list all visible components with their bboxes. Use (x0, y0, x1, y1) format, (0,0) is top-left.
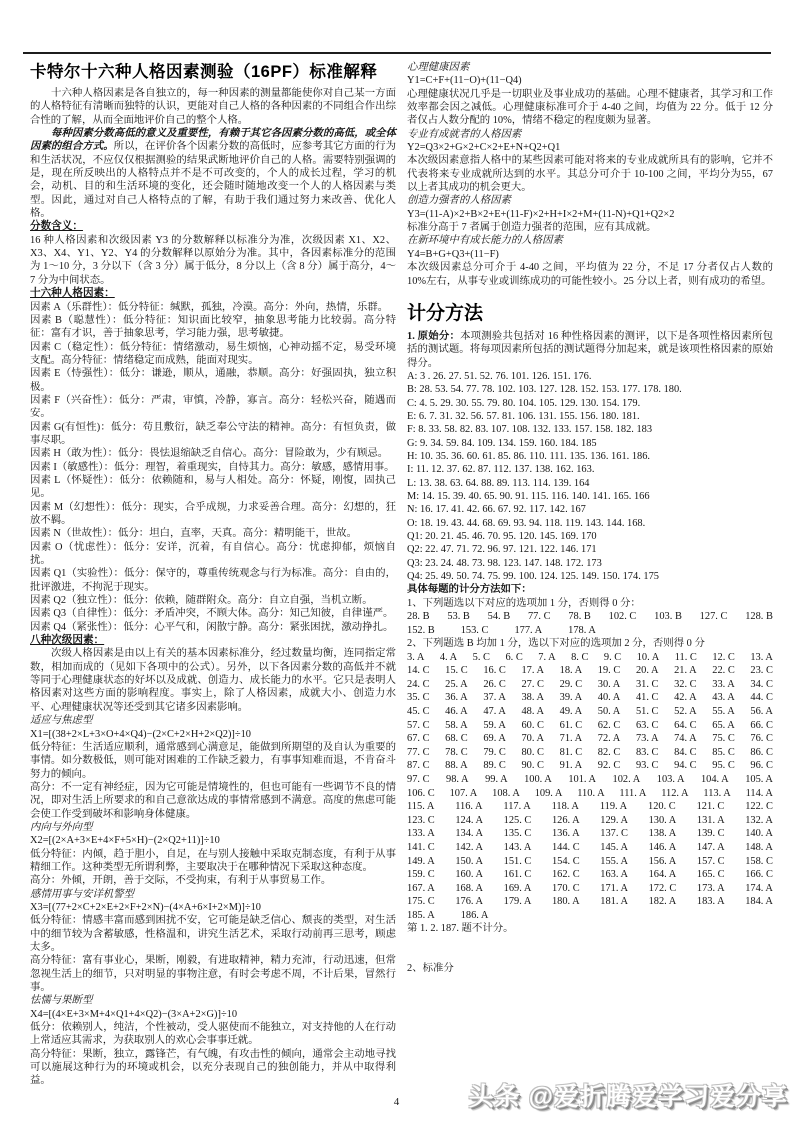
factor-question-list: M: 14. 15. 39. 40. 65. 90. 91. 115. 116. 140. 141. 165. 166 (407, 490, 650, 502)
answer-cell: 173. A (696, 882, 725, 894)
answer-row (407, 691, 773, 705)
answer-cell: 136. A (551, 828, 580, 840)
factor-question-list: Q1: 20. 21. 45. 46. 70. 95. 120. 145. 169. 170 (407, 531, 597, 542)
answer-cell: 132. A (745, 814, 773, 826)
answer-cell: 185. A (407, 909, 435, 921)
factor-question-list: L: 13. 38. 63. 64. 88. 89. 113. 114. 139. 164 (407, 477, 590, 489)
answer-cell: 15. C (445, 665, 468, 677)
answer-cell: 78. B (568, 611, 591, 623)
answer-cell: 161. C (503, 869, 532, 881)
answer-row (407, 787, 773, 801)
answer-cell: 47. A (483, 705, 506, 717)
answer-cell: 100. A (524, 773, 552, 785)
answer-cell: 17. A (521, 665, 544, 677)
answer-cell: 38. A (521, 692, 544, 704)
answer-cell: 109. A (534, 787, 563, 799)
answer-cell: 33. A (712, 678, 735, 690)
answer-cell: 140. A (745, 828, 773, 840)
paragraph: 第 1. 2. 187. 题不计分。 (407, 923, 514, 935)
answer-cell: 83. C (635, 746, 659, 758)
factor-question-list: G: 9. 34. 59. 84. 109. 134. 159. 160. 184. 185 (407, 437, 597, 449)
answer-cell: 11. C (674, 651, 697, 663)
paragraph: 因素 L（怀疑性）：低分：依赖随和，易与人相处。高分：怀疑，刚愎，固执己见。 (30, 474, 396, 500)
answer-cell: 167. A (407, 882, 435, 894)
answer-cell: 31. C (635, 678, 659, 690)
answer-row (407, 759, 773, 773)
paragraph: 2、标准分 (407, 962, 454, 974)
paragraph: 低分特征：情感丰富而感到困扰不安，它可能是缺乏信心、颓丧的类型，对生活中的细节较为含蓄敏感，性格温和，讲究生活艺术，采取行动前再三思考，顾虑太多。 (30, 915, 396, 953)
answer-cell: 150. A (455, 855, 484, 867)
answer-cell: 134. A (455, 828, 484, 840)
paragraph (407, 330, 773, 370)
answer-cell: 127. C (699, 611, 728, 623)
answer-cell: 23. C (750, 665, 773, 677)
answer-cell: 163. A (600, 869, 628, 881)
answer-cell: 128. B (745, 611, 773, 623)
subsection-heading: 感情用事与安详机警型 (30, 888, 134, 900)
header-rule (23, 52, 771, 54)
left-column (30, 61, 396, 1088)
answer-cell: 111. A (619, 787, 647, 799)
answer-cell: 55. A (712, 705, 735, 717)
formula-line: Y4=B+G+Q3+(11−F) (407, 248, 499, 260)
answer-cell: 164. A (648, 869, 677, 881)
subsection-heading: 专业有成就者的人格因素 (407, 128, 522, 140)
answer-cell: 177. A (514, 624, 543, 636)
answer-row (407, 664, 773, 678)
answer-cell: 54. B (487, 611, 511, 623)
answer-cell: 103. A (656, 773, 685, 785)
answer-cell: 22. C (712, 665, 735, 677)
answer-cell: 115. A (407, 801, 435, 813)
answer-cell: 181. A (600, 896, 628, 908)
answer-cell: 35. C (407, 692, 430, 704)
right-column (407, 61, 773, 975)
answer-cell: 117. A (503, 801, 531, 813)
page-number: 4 (393, 1096, 400, 1108)
paragraph: 高分：不一定有神经症，因为它可能是情境性的，但也可能有一些调节不良的情况，即对生活上所要求的和自己意欲达成的事情常感到不满意。高度的焦虑可能会使工作受到破坏和影响身体健康。 (30, 781, 396, 820)
paragraph: 因素 N（世故性）：低分：坦白，直率，天真。高分：精明能干，世故。 (30, 528, 358, 540)
answer-cell: 125. C (503, 814, 532, 826)
answer-cell: 105. A (745, 773, 773, 785)
paragraph: 16 种人格因素和次级因素 Y3 的分数解释以标准分为准，次级因素 X1、X2、X3、X4、Y1、Y2、Y4 的分数解释以原始分为准。其中，各因素标准分的范围为 1～10 分，3 分以下（含 3 分）属于低分，8 分以上（含 8 分）属于高分，4～7 分为中间状态。 (30, 234, 396, 286)
document-title: 卡特尔十六种人格因素测验（16PF）标准解释 (30, 63, 378, 81)
answer-cell: 53. B (447, 611, 470, 623)
answer-cell: 43. A (712, 692, 735, 704)
answer-cell: 39. A (559, 692, 583, 704)
answer-cell: 155. A (600, 855, 628, 867)
answer-cell: 156. A (648, 855, 677, 867)
section-title: 计分方法 (407, 302, 484, 324)
answer-cell: 74. A (674, 733, 697, 745)
answer-cell: 10. A (636, 651, 660, 663)
paragraph: 2、下列题选 B 均加 1 分，选以下对应的选项加 2 分，否则得 0 分 (407, 638, 705, 650)
answer-row (407, 746, 773, 760)
answer-cell: 27. C (521, 678, 544, 690)
answer-cell: 124. A (455, 814, 484, 826)
answer-cell: 122. C (745, 801, 773, 813)
answer-cell: 183. A (696, 896, 725, 908)
answer-cell: 108. A (492, 787, 520, 799)
answer-cell: 51. C (635, 705, 659, 717)
answer-cell: 102. C (608, 611, 637, 623)
factor-question-list: I: 11. 12. 37. 62. 87. 112. 137. 138. 162. 163. (407, 464, 595, 476)
answer-cell: 66. C (750, 719, 773, 731)
answer-cell: 149. A (407, 855, 435, 867)
subsection-heading: 在新环境中有成长能力的人格因素 (407, 235, 563, 247)
answer-cell: 93. C (635, 760, 659, 772)
answer-cell: 178. A (568, 624, 596, 636)
answer-cell: 175. C (407, 896, 435, 908)
answer-cell: 106. C (407, 787, 435, 799)
answer-cell: 73. A (635, 733, 659, 745)
answer-cell: 8. C (571, 651, 589, 663)
answer-cell: 92. C (597, 760, 621, 772)
answer-row (407, 855, 773, 869)
answer-row (407, 895, 773, 909)
answer-cell: 34. C (750, 678, 773, 690)
answer-cell: 116. A (455, 801, 483, 813)
answer-cell: 162. C (551, 869, 580, 881)
answer-cell: 77. C (527, 611, 551, 623)
formula-line: Y3=(11-A)×2+B×2+E+(11-F)×2+H+I×2+M+(11-N)+Q1+Q2×2 (407, 208, 675, 220)
section-heading: 十六种人格因素： (30, 287, 115, 300)
answer-cell: 152. B (407, 624, 435, 636)
subsection-heading: 创造力强者的人格因素 (407, 195, 511, 207)
paragraph: 因素 F（兴奋性）：低分：严肃，审慎，冷静，寡言。高分：轻松兴奋，随遇而安。 (30, 394, 396, 420)
answer-row (407, 732, 773, 746)
answer-cell: 135. C (503, 828, 532, 840)
paragraph: 心理健康状况几乎是一切职业及事业成功的基础。心理不健康者，其学习和工作效率都会因之减低。心理健康标准可介于 4-40 之间，均值为 22 分。低于 12 分者仅占人数分配的 10%，情绪不稳定的程度颇为显著。 (407, 88, 773, 127)
answer-row (407, 827, 773, 841)
factor-question-list: Q3: 23. 24. 48. 73. 98. 123. 147. 148. 172. 173 (407, 557, 602, 569)
answer-cell: 138. A (648, 828, 677, 840)
answer-cell: 82. C (597, 746, 621, 758)
formula-line: X3=[(77+2×C+2×E+2×F+2×N)−(4×A+6×I+2×M)]÷10 (30, 901, 261, 913)
paragraph-lead: 每种因素分数高低的意义及重要性，有赖于其它各因素分数的高低，或全体因素的组合方式。 (30, 128, 396, 153)
answer-row (407, 868, 773, 882)
answer-cell: 110. A (577, 787, 605, 799)
answer-cell: 28. B (407, 611, 430, 623)
answer-cell: 14. C (407, 665, 430, 677)
answer-cell: 45. C (407, 705, 430, 717)
answer-cell: 16. C (483, 665, 506, 677)
answer-cell: 89. C (483, 760, 506, 772)
answer-cell: 158. C (745, 855, 773, 867)
answer-row (407, 841, 773, 855)
answer-cell: 165. C (696, 869, 725, 881)
answer-cell: 114. A (745, 787, 773, 799)
answer-cell: 154. C (551, 855, 580, 867)
answer-cell: 32. C (674, 678, 697, 690)
answer-cell: 142. A (455, 841, 484, 853)
answer-cell: 68. C (445, 733, 468, 745)
answer-cell: 86. C (750, 746, 773, 758)
paragraph: 1、下列题选以下对应的选项加 1 分，否则得 0 分： (407, 597, 641, 609)
answer-cell: 76. C (750, 733, 773, 745)
answer-cell: 153. C (460, 624, 489, 636)
answer-cell: 180. A (551, 896, 580, 908)
answer-cell: 88. A (445, 760, 468, 772)
answer-cell: 7. A (538, 651, 556, 663)
answer-cell: 70. A (521, 733, 544, 745)
answer-cell: 151. C (503, 855, 532, 867)
factor-question-list: C: 4. 5. 29. 30. 55. 79. 80. 104. 105. 129. 130. 154. 179. (407, 397, 641, 409)
answer-row (407, 909, 773, 923)
answer-cell: 126. A (551, 814, 580, 826)
watermark-text: 头条 @爱折腾爱学习爱分享 (468, 1083, 788, 1111)
answer-cell: 80. C (521, 746, 544, 758)
answer-row (407, 705, 773, 719)
answer-cell: 13. A (750, 651, 773, 663)
answer-cell: 21. A (674, 665, 697, 677)
bold-heading: 具体每题的计分方法如下： (407, 584, 532, 596)
answer-cell: 69. A (483, 733, 506, 745)
section-heading: 八种次级因素： (30, 634, 105, 647)
answer-cell: 184. A (745, 896, 773, 908)
paragraph: 高分特征：富有事业心，果断，刚毅，有进取精神，精力充沛，行动迅速，但常忽视生活上的细节，只对明显的事物注意，有时会考虑不周，不计后果，冒然行事。 (30, 955, 396, 994)
answer-cell: 147. A (696, 841, 725, 853)
subsection-heading: 内向与外向型 (30, 821, 93, 833)
answer-cell: 166. C (745, 869, 773, 881)
factor-question-list: B: 28. 53. 54. 77. 78. 102. 103. 127. 128. 152. 153. 177. 178. 180. (407, 384, 682, 396)
answer-cell: 170. C (551, 882, 580, 894)
answer-cell: 131. A (696, 814, 725, 826)
answer-cell: 91. A (559, 760, 583, 772)
answer-cell: 120. C (648, 801, 676, 813)
answer-row (407, 773, 773, 787)
answer-cell: 113. A (703, 787, 731, 799)
answer-cell: 143. A (503, 841, 532, 853)
answer-cell: 121. C (696, 801, 725, 813)
answer-cell: 41. C (635, 692, 659, 704)
answer-cell: 169. A (503, 882, 532, 894)
answer-cell: 79. C (483, 746, 506, 758)
answer-cell: 6. C (505, 651, 523, 663)
section-heading: 分数含义： (30, 220, 83, 233)
answer-cell: 182. A (648, 896, 677, 908)
factor-question-list: Q2: 22. 47. 71. 72. 96. 97. 121. 122. 146. 171 (407, 544, 597, 556)
answer-cell: 176. A (455, 896, 484, 908)
answer-cell: 112. A (661, 787, 689, 799)
answer-cell: 20. A (635, 665, 659, 677)
answer-cell: 118. A (551, 801, 579, 813)
formula-line: X1=[(38+2×L+3×O+4×Q4)−(2×C+2×H+2×Q2)]÷10 (30, 728, 251, 740)
paragraph: 十六种人格因素是各自独立的，每一种因素的测量都能使你对自己某一方面的人格特征有清晰而独特的认识，更能对自己人格的各种因素的不同组合作出综合性的了解，从而全面地评价自己的整个人格。 (30, 88, 396, 126)
answer-cell: 18. A (559, 665, 583, 677)
answer-cell: 46. A (445, 705, 468, 717)
answer-cell: 96. C (750, 760, 773, 772)
factor-question-list: Q4: 25. 49. 50. 74. 75. 99. 100. 124. 125. 149. 150. 174. 175 (407, 571, 659, 583)
answer-cell: 48. A (521, 705, 544, 717)
answer-cell: 137. C (600, 828, 628, 840)
answer-cell: 104. A (700, 773, 729, 785)
paragraph: 低分：依赖别人，纯洁，个性被动，受人驱使而不能独立，对支持他的人在行动上常适应其需求，为获取别人的欢心会事事迁就。 (30, 1022, 396, 1047)
answer-cell: 77. C (407, 746, 430, 758)
paragraph: 本次级因素总分可介于 4-40 之间，平均值为 22 分，不足 17 分者仅占人数的 10%左右，从事专业或训练成功的可能性较小。25 分以上者，则有成功的希望。 (407, 262, 773, 287)
answer-cell: 42. A (674, 692, 697, 704)
answer-row (407, 800, 773, 814)
factor-question-list: N: 16. 17. 41. 42. 66. 67. 92. 117. 142. 167 (407, 504, 586, 516)
paragraph-lead: 1. 原始分： (407, 330, 461, 342)
answer-cell: 160. A (455, 869, 484, 881)
paragraph: 因素 O（忧虑性）：低分：安详，沉着，有自信心。高分：忧虑抑郁，烦恼自扰。 (30, 541, 396, 567)
answer-cell: 61. C (559, 719, 583, 731)
answer-cell: 119. A (599, 801, 628, 813)
answer-cell: 139. C (696, 828, 725, 840)
answer-cell: 107. A (449, 787, 478, 799)
answer-cell: 123. C (407, 814, 435, 826)
answer-cell: 26. C (483, 678, 506, 690)
answer-cell: 171. A (600, 882, 628, 894)
answer-cell: 50. A (597, 705, 621, 717)
answer-row (407, 624, 773, 638)
answer-cell: 25. A (445, 678, 468, 690)
answer-cell: 24. C (407, 678, 430, 690)
answer-cell: 157. C (696, 855, 725, 867)
answer-cell: 5. C (472, 651, 490, 663)
paragraph: 因素 E（恃强性）：低分：谦逊，顺从，通融，恭顺。高分：好强固执，独立积极。 (30, 368, 396, 393)
answer-cell: 94. C (674, 760, 697, 772)
paragraph: 因素 G(有恒性)：低分：苟且敷衍，缺乏奉公守法的精神。高分：有恒负责，做事尽职。 (30, 421, 396, 446)
paragraph: 低分特征：生活适应顺利，通常感到心满意足，能做到所期望的及自认为重要的事情。如分数极低，则可能对困难的工作缺乏毅力，有事事知难而退，不肯奋斗努力的倾向。 (30, 741, 396, 780)
paragraph: 因素 B（聪慧性）：低分特征：知识面比较窄，抽象思考能力比较弱。高分特征：富有才识，善于抽象思考，学习能力强，思考敏捷。 (30, 314, 396, 340)
answer-cell: 133. A (407, 828, 435, 840)
answer-cell: 52. A (674, 705, 697, 717)
answer-cell: 179. A (503, 896, 532, 908)
answer-cell: 97. C (407, 773, 430, 785)
answer-cell: 71. A (559, 733, 583, 745)
factor-question-list: A: 3 . 26. 27. 51. 52. 76. 101. 126. 151. 176. (407, 370, 592, 382)
answer-cell: 65. A (712, 719, 735, 731)
answer-cell: 103. B (654, 611, 682, 623)
paragraph: 因素 C（稳定性）：低分特征：情绪激动，易生烦恼，心神动摇不定，易受环境支配。高分特征：情绪稳定而成熟，能面对现实。 (30, 341, 396, 366)
paragraph: 因素 I（敏感性）：低分：理智，着重现实，自恃其力。高分：敏感，感情用事。 (30, 461, 395, 473)
answer-cell: 30. A (597, 678, 621, 690)
answer-cell: 36. A (445, 692, 468, 704)
factor-question-list: F: 8. 33. 58. 82. 83. 107. 108. 132. 133. 157. 158. 182. 183 (407, 424, 653, 436)
formula-line: X4=[(4×E+3×M+4×Q1+4×Q2)−(3×A+2×G)]÷10 (30, 1008, 238, 1020)
paragraph-text: 本项测验共包括对 16 种性格因素的测评，以下是各项性格因素所包括的测试题。将每项因素所包括的测试题得分加起来，就是该项性格因素的原始得分。 (407, 330, 773, 369)
subsection-heading: 适应与焦虑型 (30, 715, 93, 727)
answer-cell: 98. A (446, 773, 469, 785)
answer-cell: 159. C (407, 869, 435, 881)
answer-cell: 40. A (597, 692, 621, 704)
paragraph: 因素 H（敢为性）：低分：畏怯退缩缺乏自信心。高分：冒险敢为，少有顾忌。 (30, 448, 389, 460)
answer-cell: 129. A (600, 814, 628, 826)
answer-cell: 9. C (603, 651, 622, 663)
formula-line: Y2=Q3×2+G×2+C×2+E+N+Q2+Q1 (407, 142, 561, 154)
answer-cell: 85. C (712, 746, 735, 758)
answer-cell: 87. C (407, 760, 430, 772)
answer-cell: 99. A (485, 773, 508, 785)
answer-cell: 72. A (597, 733, 621, 745)
answer-cell: 146. A (648, 841, 677, 853)
paragraph: 因素 Q2（独立性）：低分：依赖，随群附众。高分：自立自强，当机立断。 (30, 595, 373, 607)
formula-line: X2=[(2×A+3×E+4×F+5×H)−(2×Q2+11)]÷10 (30, 835, 220, 847)
answer-cell: 58. A (445, 719, 468, 731)
answer-row (407, 814, 773, 828)
paragraph: 因素 Q4（紧张性）：低分：心平气和，闲散宁静。高分：紧张困扰，激动挣扎。 (30, 621, 394, 633)
answer-cell: 37. A (483, 692, 506, 704)
answer-cell: 63. C (635, 719, 659, 731)
answer-cell: 84. C (674, 746, 697, 758)
answer-cell: 64. C (674, 719, 697, 731)
answer-cell: 4. A (439, 651, 458, 663)
paragraph: 因素 M（幻想性）：低分：现实，合乎成规，力求妥善合理。高分：幻想的，狂放不羁。 (30, 501, 396, 526)
answer-cell: 186. A (460, 909, 489, 921)
paragraph: 因素 Q1（实验性）：低分：保守的，尊重传统观念与行为标准。高分：自由的，批评激进，不拘泥于现实。 (30, 568, 396, 593)
paragraph: 低分特征：内倾，趋于胆小，自足，在与别人接触中采取克制态度，有利于从事精细工作。这种类型无所谓利弊，主要取决于在哪种情况下采取这种态度。 (30, 848, 396, 873)
paragraph-text: 所以，在评价各个因素分数的高低时，应参考其它方面的行为和生活状况，不应仅仅根据测验的结果武断地评价自己的人格。需要特别强调的是，现在所反映出的人格特点并不是不可改变的，个人的成长过程，学习的机会，动机、目的和生活环境的变化，还会随时随地改变一个人的人格因素与类型。因此，通过对自己人格特点的了解，有助于我们通过努力来改善、优化人格。 (30, 141, 396, 220)
answer-cell: 78. C (445, 746, 468, 758)
answer-cell: 19. C (597, 665, 621, 677)
answer-cell: 12. C (712, 651, 735, 663)
answer-cell: 102. A (612, 773, 641, 785)
answer-cell: 75. C (712, 733, 735, 745)
answer-cell: 90. C (521, 760, 544, 772)
subsection-heading: 心理健康因素 (407, 62, 470, 73)
answer-row (407, 719, 773, 733)
paragraph: 本次级因素意指人格中的某些因素可能对将来的专业成就所具有的影响，它并不代表将来专业成就所达到的水平。其总分可介于 10-100 之间，平均分为55，67 以上者其成功的机会更大。 (407, 155, 773, 194)
paragraph: 因素 A（乐群性）：低分特征：缄默，孤独，冷漠。高分：外向，热情，乐群。 (30, 301, 389, 313)
answer-cell: 174. A (745, 882, 773, 894)
answer-cell: 49. A (559, 705, 583, 717)
answer-cell: 67. C (407, 733, 430, 745)
factor-question-list: O: 18. 19. 43. 44. 68. 69. 93. 94. 118. 119. 143. 144. 168. (407, 517, 646, 529)
answer-cell: 145. A (600, 841, 628, 853)
answer-cell: 130. A (648, 814, 677, 826)
answer-cell: 144. C (551, 841, 580, 853)
answer-cell: 60. C (521, 719, 544, 731)
paragraph: 因素 Q3（自律性）：低分：矛盾冲突，不顾大体。高分：知己知彼，自律谨严。 (30, 608, 394, 620)
answer-cell: 59. A (483, 719, 506, 731)
answer-cell: 168. A (455, 882, 484, 894)
paragraph: 标准分高于 7 者属于创造力强者的范围，应有其成就。 (407, 222, 657, 234)
formula-line: Y1=C+F+(11−O)+(11−Q4) (407, 75, 522, 87)
answer-row (407, 651, 773, 665)
paragraph: 次级人格因素是由以上有关的基本因素标准分，经过数量均衡，连同指定常数，相加而成的（见如下各项中的公式）。另外，以下各因素分数的高低并不就等同于心理健康状态的好坏以及成就、创造力、成长能力的水平。它只是表明人格因素对这些方面的影响程度。事实上，除了人格因素，成就大小、创造力水平、心理健康状况等还受到其它诸多因素影响。 (30, 648, 396, 713)
factor-question-list: E: 6. 7. 31. 32. 56. 57. 81. 106. 131. 155. 156. 180. 181. (407, 410, 640, 422)
answer-cell: 141. C (407, 841, 435, 853)
paragraph: 高分：外倾，开朗，善于交际，不受拘束，有利于从事贸易工作。 (30, 875, 332, 887)
answer-row (407, 882, 773, 896)
answer-cell: 44. C (750, 692, 773, 704)
subsection-heading: 怯懦与果断型 (30, 995, 93, 1007)
answer-cell: 101. A (568, 773, 597, 785)
answer-cell: 62. C (597, 719, 621, 731)
answer-row (407, 610, 773, 624)
answer-cell: 29. C (559, 678, 583, 690)
answer-cell: 172. C (648, 882, 677, 894)
paragraph (30, 127, 396, 220)
factor-question-list: H: 10. 35. 36. 60. 61. 85. 86. 110. 111. 135. 136. 161. 186. (407, 450, 651, 462)
answer-cell: 95. C (712, 760, 735, 772)
answer-cell: 57. C (407, 719, 430, 731)
paragraph: 高分特征：果断，独立，露锋芒，有气魄，有攻击性的倾向，通常会主动地寻找可以施展这种行为的环境或机会，以充分表现自己的独创能力，并从中取得利益。 (30, 1048, 396, 1087)
answer-cell: 3. A (407, 651, 425, 663)
answer-row (407, 678, 773, 692)
answer-cell: 56. A (750, 705, 773, 717)
answer-cell: 148. A (745, 841, 773, 853)
answer-cell: 81. C (559, 746, 583, 758)
